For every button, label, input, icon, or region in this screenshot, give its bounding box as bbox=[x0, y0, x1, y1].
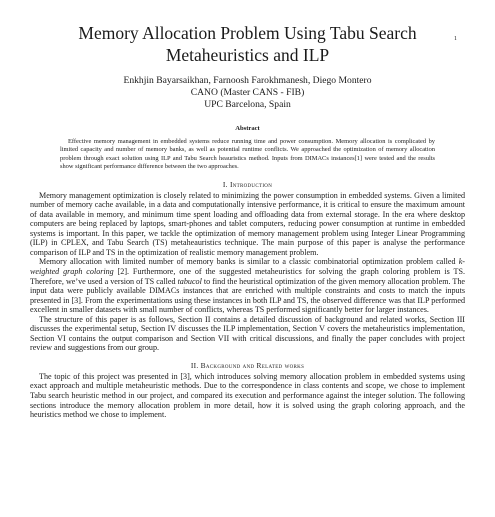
title-line-2: Metaheuristics and ILP bbox=[165, 45, 330, 65]
author-affiliation: CANO (Master CANS - FIB) bbox=[190, 87, 305, 98]
paragraph-text: [2]. Furthermore, one of the suggested metaheuristics for solving the graph coloring problem is TS. Therefore, we’ve used a version of TS called bbox=[30, 267, 465, 286]
emphasized-term: k-weighted graph coloring bbox=[30, 257, 465, 276]
author-names: Enkhjin Bayarsaikhan, Farnoosh Farokhmanesh, Diego Montero bbox=[123, 75, 372, 86]
section-heading-background bbox=[30, 361, 465, 370]
section-heading-introduction bbox=[30, 180, 465, 189]
section-body-background bbox=[30, 372, 465, 420]
section-number: I. bbox=[222, 179, 228, 189]
body-paragraph: Memory management optimization is closely related to minimizing the power consumption in embedded systems. Given a limited number of memory cache available, in a data and computationally intensive performance, it is critical to ensure the maximum amount of data available in memory, and minimum time spent loading and offloading data from external storage. In the era where desktop computers are being replaced by laptops, smart-phones and tablet computers, reducing power consumption at runtime in embedded systems is important. In this paper, we tackle the optimization of memory management problem using Integer Linear Programming (ILP) in CPLEX, and Tabu Search (TS) metaheauristics technique. The main purpose of this paper is analyse the performance comparison of ILP and TS in the optimization of realistic memory management problem. bbox=[30, 190, 465, 257]
page-number: 1 bbox=[454, 36, 457, 42]
paper-page bbox=[0, 22, 495, 517]
section-number: II. bbox=[190, 360, 199, 370]
abstract-heading: Abstract bbox=[235, 125, 260, 132]
abstract-text: Effective memory management in embedded systems reduce running time and power consumption. Memory allocation is complicated by limited capacity and number of memory banks, as well as potential runtime conflicts. We approached the optimization of memory allocation problem through exact solution using ILP and Tabu Search heauristics method. Inputs from DIMACs instances[1] were tested and the results show significant performance difference between the two approaches. bbox=[60, 138, 435, 171]
paragraph-text: Memory allocation with limited number of memory banks is similar to a classic combinatorial optimization problem called bbox=[39, 257, 459, 267]
title-line-1: Memory Allocation Problem Using Tabu Search bbox=[78, 23, 417, 43]
section-title: Background and Related works bbox=[200, 360, 305, 370]
paper-title bbox=[30, 22, 465, 66]
body-paragraph: The structure of this paper is as follows, Section II contains a detailed discussion of background and related works, Section III discusses the experimental setup, Section IV discusses the ILP implementation, Section V covers the metaheuristics implementation, Section VI contains the output comparison and Section VII with critical discussions, and finally the paper concludes with project review and suggestions from our group. bbox=[30, 314, 465, 353]
paragraph-text: to find the heuristical optimization of the given memory allocation problem. The input data were publicly available DIMACs instances that are enriched with multiple constraints and costs to match the inputs presented in [3]. From the experimentations using these instances in both ILP and TS, the observed difference was that ILP performed excellent in smaller datasets with small number of conflicts, whereas TS performed significantly better for larger instances. bbox=[30, 276, 465, 315]
author-institution: UPC Barcelona, Spain bbox=[204, 99, 291, 110]
body-paragraph: The topic of this project was presented in [3], which introduces solving memory allocation problem in embedded systems using exact approach and multiple metaheuristic methods. Due to the correspondence in class contents and scope, we chose to implement Tabu search heuristic method in our project, and compared its execution and performance against the integer solution. The following sections introduce the memory allocation problem in more detail, how it is solved using the graph coloring approach, and the heuristics method we chose to implement. bbox=[30, 371, 465, 420]
body-paragraph bbox=[30, 257, 465, 314]
author-block bbox=[30, 75, 465, 111]
section-title: Introduction bbox=[229, 179, 273, 189]
emphasized-term: tabucol bbox=[177, 276, 202, 286]
section-body-introduction bbox=[30, 191, 465, 353]
